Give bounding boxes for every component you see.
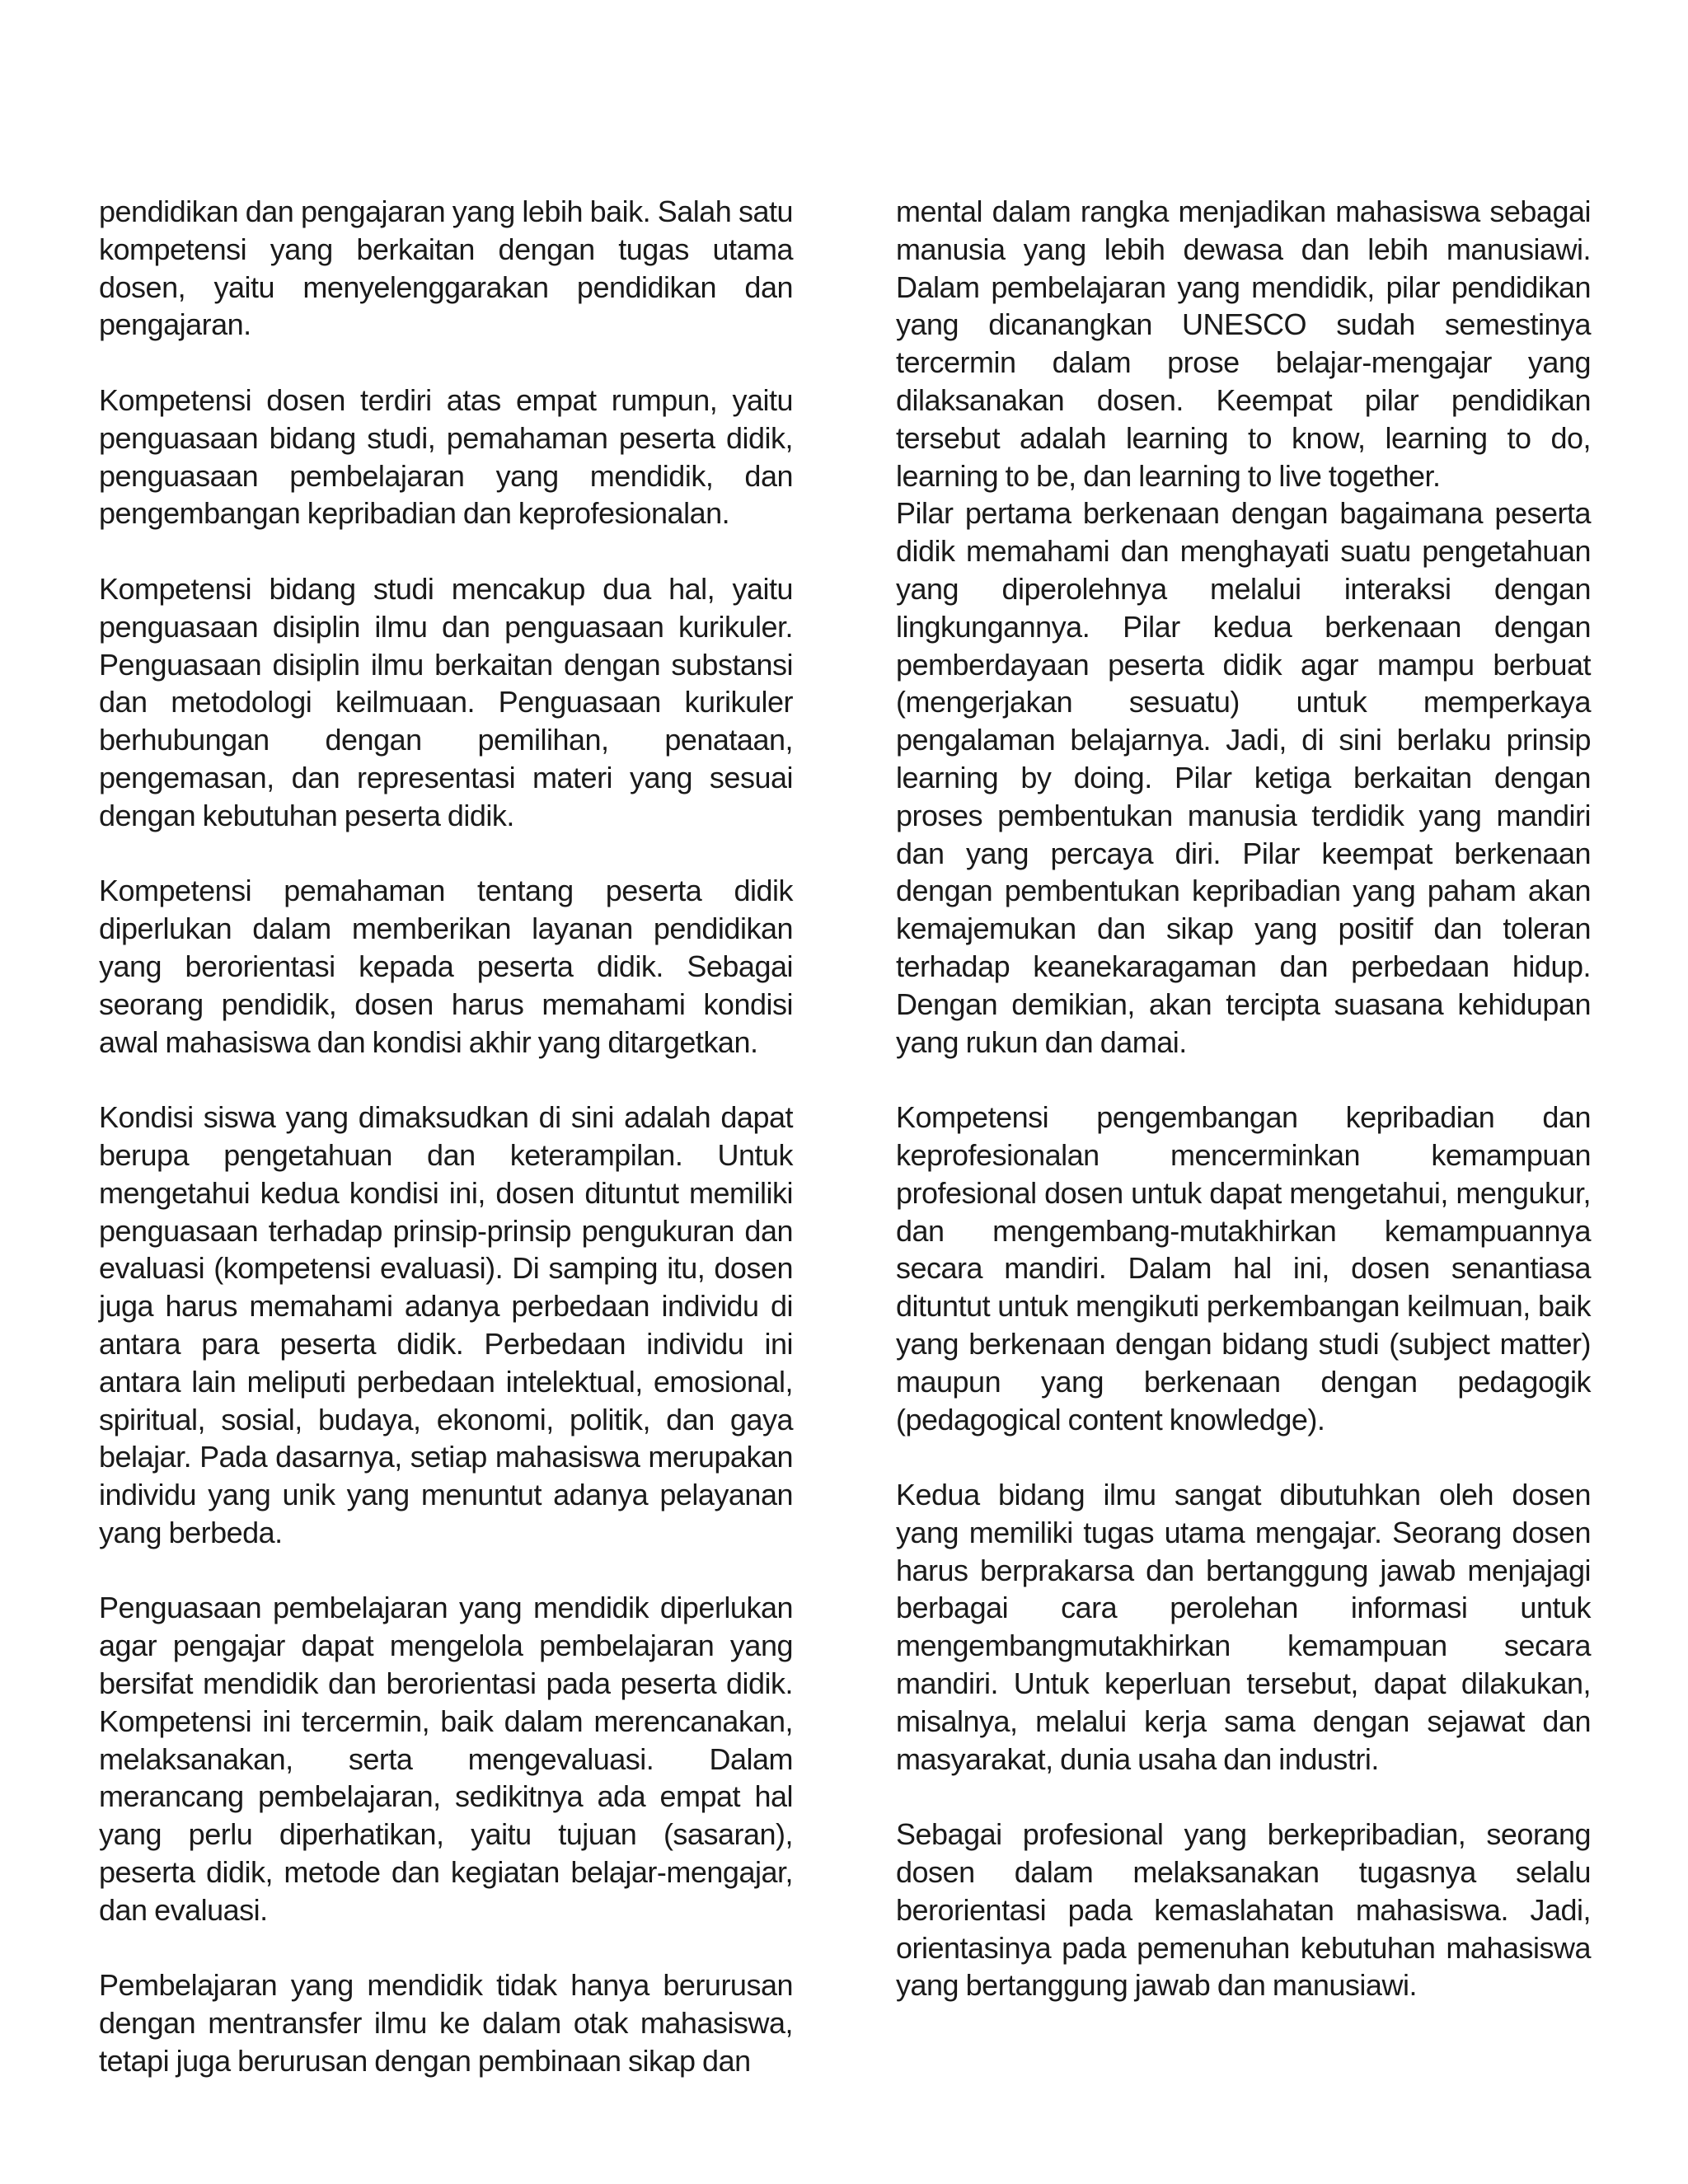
paragraph: Kedua bidang ilmu sangat dibutuhkan oleh dosen yang memiliki tugas utama mengajar. Seorang dosen harus berprakarsa dan bertanggung jawab menjajagi berbagai cara perolehan informasi untuk mengembangmutakhirkan kemampuan secara mandiri. Untuk keperluan tersebut, dapat dilakukan, misalnya, melalui kerja sama dengan sejawat dan masyarakat, dunia usaha dan industri.	[896, 1478, 1591, 1776]
paragraph: Kompetensi pemahaman tentang peserta didik diperlukan dalam memberikan layanan pendidikan yang berorientasi kepada peserta didik. Sebagai seorang pendidik, dosen harus memahami kondisi awal mahasiswa dan kondisi akhir yang ditargetkan.	[99, 874, 793, 1059]
paragraph: Pembelajaran yang mendidik tidak hanya berurusan dengan mentransfer ilmu ke dalam otak mahasiswa, tetapi juga berurusan dengan pembinaan sikap dan	[99, 1968, 793, 2079]
paragraph: Kondisi siswa yang dimaksudkan di sini adalah dapat berupa pengetahuan dan keterampilan. Untuk mengetahui kedua kondisi ini, dosen dituntut memiliki penguasaan terhadap prinsip-prinsip pengukuran dan evaluasi (kompetensi evaluasi). Di samping itu, dosen juga harus memahami adanya perbedaan individu di antara para peserta didik. Perbedaan individu ini antara lain meliputi perbedaan intelektual, emosional, spiritual, sosial, budaya, ekonomi, politik, dan gaya belajar. Pada dasarnya, setiap mahasiswa merupakan individu yang unik yang menuntut adanya pelayanan yang berbeda.	[99, 1100, 793, 1549]
paragraph: Sebagai profesional yang berkepribadian, seorang dosen dalam melaksanakan tugasnya selalu berorientasi pada kemaslahatan mahasiswa. Jadi, orientasinya pada pemenuhan kebutuhan mahasiswa yang bertanggung jawab dan manusiawi.	[896, 1817, 1591, 2003]
paragraph: Pilar pertama berkenaan dengan bagaimana peserta didik memahami dan menghayati suatu pengetahuan yang diperolehnya melalui interaksi dengan lingkungannya. Pilar kedua berkenaan dengan pemberdayaan peserta didik agar mampu berbuat (mengerjakan sesuatu) untuk memperkaya pengalaman belajarnya. Jadi, di sini berlaku prinsip learning by doing. Pilar ketiga berkaitan dengan proses pembentukan manusia terdidik yang mandiri dan yang percaya diri. Pilar keempat berkenaan dengan pembentukan kepribadian yang paham akan kemajemukan dan sikap yang positif dan toleran terhadap keanekaragaman dan perbedaan hidup. Dengan demikian, akan tercipta suasana kehidupan yang rukun dan damai.	[896, 496, 1591, 1059]
paragraph: mental dalam rangka menjadikan mahasiswa sebagai manusia yang lebih dewasa dan lebih manusiawi. Dalam pembelajaran yang mendidik, pilar pendidikan yang dicanangkan UNESCO sudah semestinya tercermin dalam prose belajar-mengajar yang dilaksanakan dosen. Keempat pilar pendidikan tersebut adalah learning to know, learning to do, learning to be, dan learning to live together.	[896, 194, 1591, 493]
paragraph: Kompetensi pengembangan kepribadian dan keprofesionalan mencerminkan kemampuan profesional dosen untuk dapat mengetahui, mengukur, dan mengembang-mutakhirkan kemampuannya secara mandiri. Dalam hal ini, dosen senantiasa dituntut untuk mengikuti perkembangan keilmuan, baik yang berkenaan dengan bidang studi (subject matter) maupun yang berkenaan dengan pedagogik (pedagogical content knowledge).	[896, 1100, 1591, 1436]
paragraph: Penguasaan pembelajaran yang mendidik diperlukan agar pengajar dapat mengelola pembelajaran yang bersifat mendidik dan berorientasi pada peserta didik. Kompetensi ini tercermin, baik dalam merencanakan, melaksanakan, serta mengevaluasi. Dalam merancang pembelajaran, sedikitnya ada empat hal yang perlu diperhatikan, yaitu tujuan (sasaran), peserta didik, metode dan kegiatan belajar-mengajar, dan evaluasi.	[99, 1591, 793, 1927]
paragraph: Kompetensi dosen terdiri atas empat rumpun, yaitu penguasaan bidang studi, pemahaman peserta didik, penguasaan pembelajaran yang mendidik, dan pengembangan kepribadian dan keprofesionalan.	[99, 382, 793, 531]
left-column	[99, 193, 793, 2080]
paragraph: Kompetensi bidang studi mencakup dua hal, yaitu penguasaan disiplin ilmu dan penguasaan kurikuler. Penguasaan disiplin ilmu berkaitan dengan substansi dan metodologi keilmuaan. Penguasaan kurikuler berhubungan dengan pemilihan, penataan, pengemasan, dan representasi materi yang sesuai dengan kebutuhan peserta didik.	[99, 571, 793, 832]
right-column	[896, 193, 1591, 2004]
paragraph: pendidikan dan pengajaran yang lebih baik. Salah satu kompetensi yang berkaitan dengan tugas utama dosen, yaitu menyelenggarakan pendidikan dan pengajaran.	[99, 194, 793, 342]
